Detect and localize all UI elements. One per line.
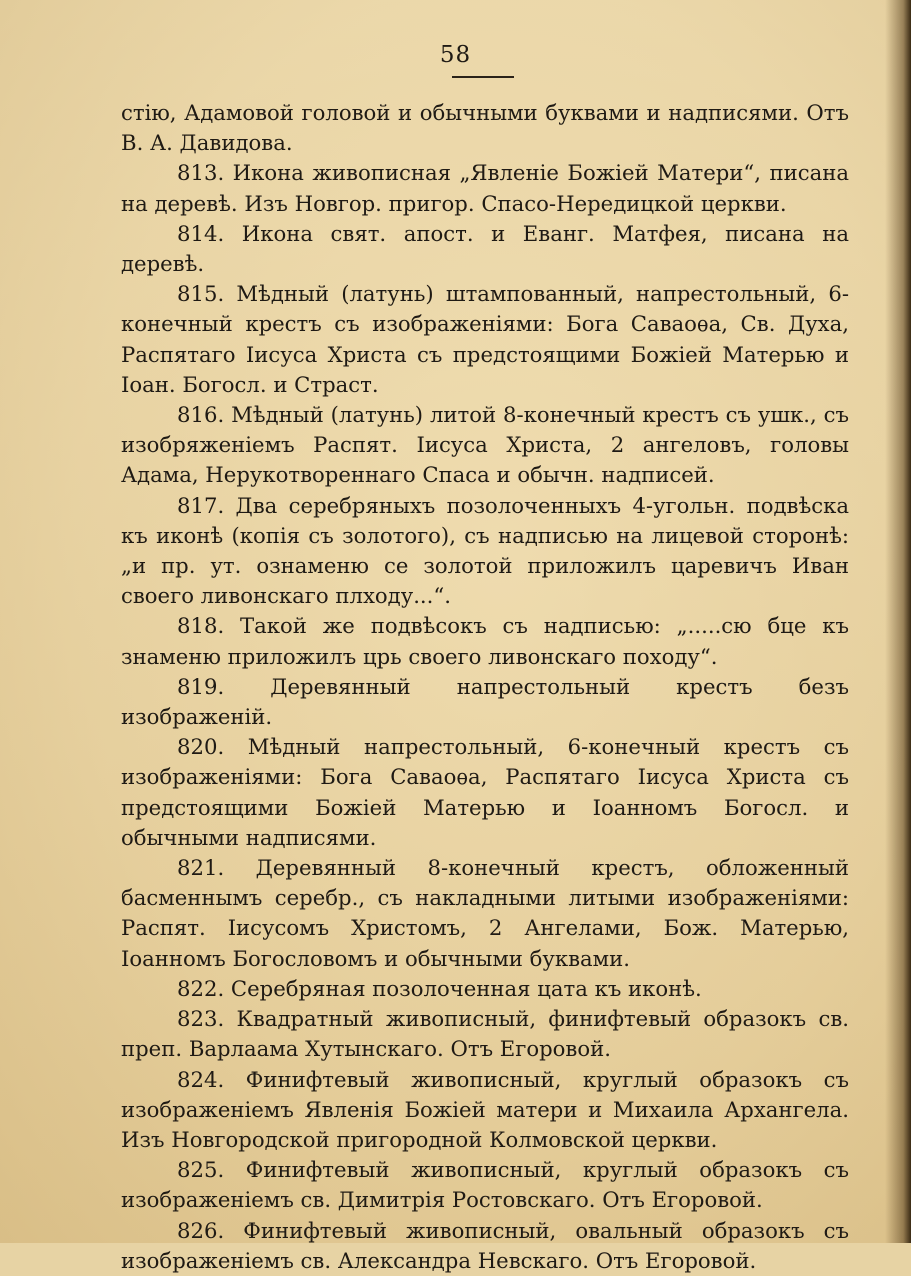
entry-826: 826. Финифтевый живописный, овальный образокъ съ изображеніемъ св. Александра Невскаго. Отъ Егоровой.	[121, 1217, 849, 1273]
entry-817: 817. Два серебряныхъ позолоченныхъ 4-угольн. подвѣска къ иконѣ (копія съ золотого), съ надписью на лицевой сторонѣ: „и пр. ут. ознаменю се золотой приложилъ царевичъ Иван своего ливонскаго плходу...“.	[121, 492, 849, 609]
page-number: 58	[439, 42, 472, 68]
page-number-underline	[452, 76, 514, 78]
page-edge-shadow	[885, 0, 911, 1243]
catalog-text	[121, 98, 849, 1276]
entry-824: 824. Финифтевый живописный, круглый образокъ съ изображеніемъ Явленія Божіей матери и Михаила Архангела. Изъ Новгородской пригородной Колмовской церкви.	[121, 1066, 849, 1152]
entry-821: 821. Деревянный 8-конечный крестъ, обложенный басменнымъ серебр., съ накладными литыми изображеніями: Распят. Іисусомъ Христомъ, 2 Ангелами, Бож. Матерью, Іоанномъ Богословомъ и обычными буквами.	[121, 855, 849, 971]
entry-820: 820. Мѣдный напрестольный, 6-конечный крестъ съ изображеніями: Бога Саваоѳа, Распятаго Іисуса Христа съ предстоящими Божіей Матерью и Іоанномъ Богосл. и обычными надписями.	[121, 734, 849, 850]
entry-continuation: стію, Адамовой головой и обычными буквами и надписями. Отъ В. А. Давидова.	[121, 100, 849, 156]
entry-822: 822. Серебряная позолоченная цата къ иконѣ.	[177, 975, 702, 1001]
entry-814: 814. Икона свят. апост. и Еванг. Матфея, писана на деревѣ.	[121, 220, 849, 277]
entry-823: 823. Квадратный живописный, финифтевый образокъ св. преп. Варлаама Хутынскаго. Отъ Егоровой.	[121, 1006, 849, 1062]
entry-816: 816. Мѣдный (латунь) литой 8-конечный крестъ съ ушк., съ изобряженіемъ Распят. Іисуса Христа, 2 ангеловъ, головы Адама, Нерукотвореннаго Спаса и обычн. надписей.	[121, 402, 849, 488]
entry-813: 813. Икона живописная „Явленіе Божіей Матери“, писана на деревѣ. Изъ Новгор. пригор. Спасо-Нередицкой церкви.	[121, 160, 849, 216]
entry-815: 815. Мѣдный (латунь) штампованный, напрестольный, 6-конечный крестъ съ изображеніями: Бога Саваоѳа, Св. Духа, Распятаго Іисуса Христа съ предстоящими Божіей Матерью и Іоан. Богосл. и Страст.	[121, 281, 849, 397]
entry-818: 818. Такой же подвѣсокъ съ надписью: „.....сю бце къ знаменю приложилъ црь своего ливонскаго походу“.	[121, 613, 849, 669]
entry-825: 825. Финифтевый живописный, круглый образокъ съ изображеніемъ св. Димитрія Ростовскаго. Отъ Егоровой.	[121, 1157, 849, 1213]
entry-819: 819. Деревянный напрестольный крестъ безъ изображеній.	[121, 673, 849, 730]
